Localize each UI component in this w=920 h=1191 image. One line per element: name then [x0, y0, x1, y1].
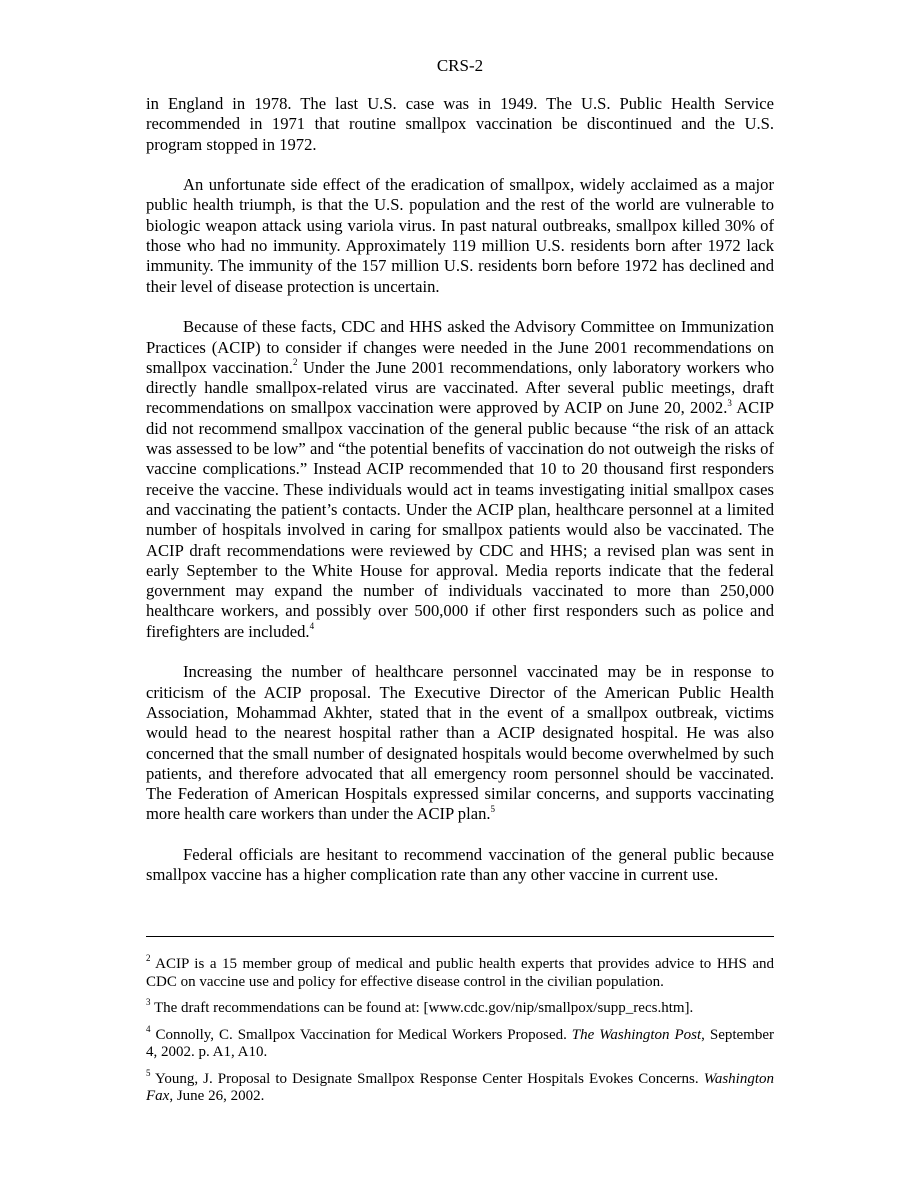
document-body	[146, 94, 774, 906]
paragraph-3	[146, 317, 774, 642]
footnote-divider	[146, 936, 774, 937]
footnote-text: Connolly, C. Smallpox Vaccination for Medical Workers Proposed.	[150, 1026, 572, 1043]
footnote-publication: The Washington Post	[571, 1026, 702, 1043]
paragraph-5: Federal officials are hesitant to recommend vaccination of the general public because smallpox vaccine has a higher complication rate than any other vaccine in current use.	[146, 844, 774, 885]
footnote-2	[146, 953, 774, 991]
footnote-number: 3	[146, 997, 151, 1007]
footnote-4	[146, 1023, 774, 1062]
footnote-number: 2	[146, 953, 151, 963]
footnote-5	[146, 1067, 774, 1106]
footnote-ref-5[interactable]: 5	[490, 803, 496, 814]
paragraph-2: An unfortunate side effect of the eradication of smallpox, widely acclaimed as a major public health triumph, is that the U.S. population and the rest of the world are vulnerable to biologic weapon attack using variola virus. In past natural outbreaks, smallpox killed 30% of those who had no immunity. Approximately 119 million U.S. residents born after 1972 lack immunity. The immunity of the 157 million U.S. residents born before 1972 has declined and their level of disease protection is uncertain.	[146, 175, 774, 296]
footnote-ref-2[interactable]: 2	[292, 357, 298, 368]
footnote-text: Young, J. Proposal to Designate Smallpox Response Center Hospitals Evokes Concerns.	[150, 1070, 704, 1087]
footnote-3	[146, 997, 774, 1018]
footnote-ref-3[interactable]: 3	[727, 397, 732, 408]
footnote-number: 4	[146, 1023, 151, 1034]
footnote-tail: , June 26, 2002.	[169, 1088, 265, 1104]
footnote-number: 5	[146, 1067, 151, 1078]
paragraph-3-text-a: Because of these facts, CDC and HHS asked the Advisory Committee on Immunization Practices (ACIP) to consider if changes were needed in the June 2001 recommendations on smallpox vaccination.	[146, 317, 774, 377]
page-header: CRS-2	[436, 56, 484, 75]
paragraph-3-text-b: Under the June 2001 recommendations, only laboratory workers who directly handle smallpox-related virus are vaccinated. After several public meetings, draft recommendations on smallpox vaccination were approved by ACIP on June 20, 2002.	[146, 357, 774, 418]
footnotes-section	[146, 953, 774, 1115]
paragraph-3-text-c: ACIP did not recommend smallpox vaccination of the general public because “the risk of an attack was assessed to be low” and “the potential benefits of vaccination do not outweigh the risks of vaccine complications.” Instead ACIP recommended that 10 to 20 thousand first responders receive the vaccine. These individuals would act in teams investigating initial smallpox cases and vaccinating the patient’s contacts. Under the ACIP plan, healthcare personnel at a limited number of hospitals involved in caring for smallpox patients would also be vaccinated. The ACIP draft recommendations were reviewed by CDC and HHS; a revised plan was sent in early September to the White House for approval. Media reports indicate that the federal government may expand the number of individuals vaccinated to more than 250,000 healthcare workers, and possibly over 500,000 if other first responders such as police and firefighters are included.	[146, 398, 774, 641]
paragraph-4	[146, 662, 774, 824]
footnote-ref-4[interactable]: 4	[309, 621, 315, 632]
footnote-text: ACIP is a 15 member group of medical and public health experts that provides advice to HHS and CDC on vaccine use and policy for effective disease control in the civilian population.	[146, 956, 774, 990]
footnote-tail: , September 4, 2002. p. A1, A10.	[146, 1026, 774, 1060]
footnote-publication: Washington Fax	[146, 1070, 774, 1104]
paragraph-1: in England in 1978. The last U.S. case was in 1949. The U.S. Public Health Service recommended in 1971 that routine smallpox vaccination be discontinued and the U.S. program stopped in 1972.	[146, 94, 774, 154]
paragraph-4-text: Increasing the number of healthcare personnel vaccinated may be in response to criticism of the ACIP proposal. The Executive Director of the American Public Health Association, Mohammad Akhter, stated that in the event of a smallpox outbreak, victims would head to the nearest hospital rather than a ACIP designated hospital. He was also concerned that the small number of designated hospitals would become overwhelmed by such patients, and therefore advocated that all emergency room personnel should be vaccinated. The Federation of American Hospitals expressed similar concerns, and supports vaccinating more health care workers than under the ACIP plan.	[146, 662, 774, 824]
footnote-text: The draft recommendations can be found at: [www.cdc.gov/nip/smallpox/supp_recs.htm].	[150, 1000, 694, 1016]
